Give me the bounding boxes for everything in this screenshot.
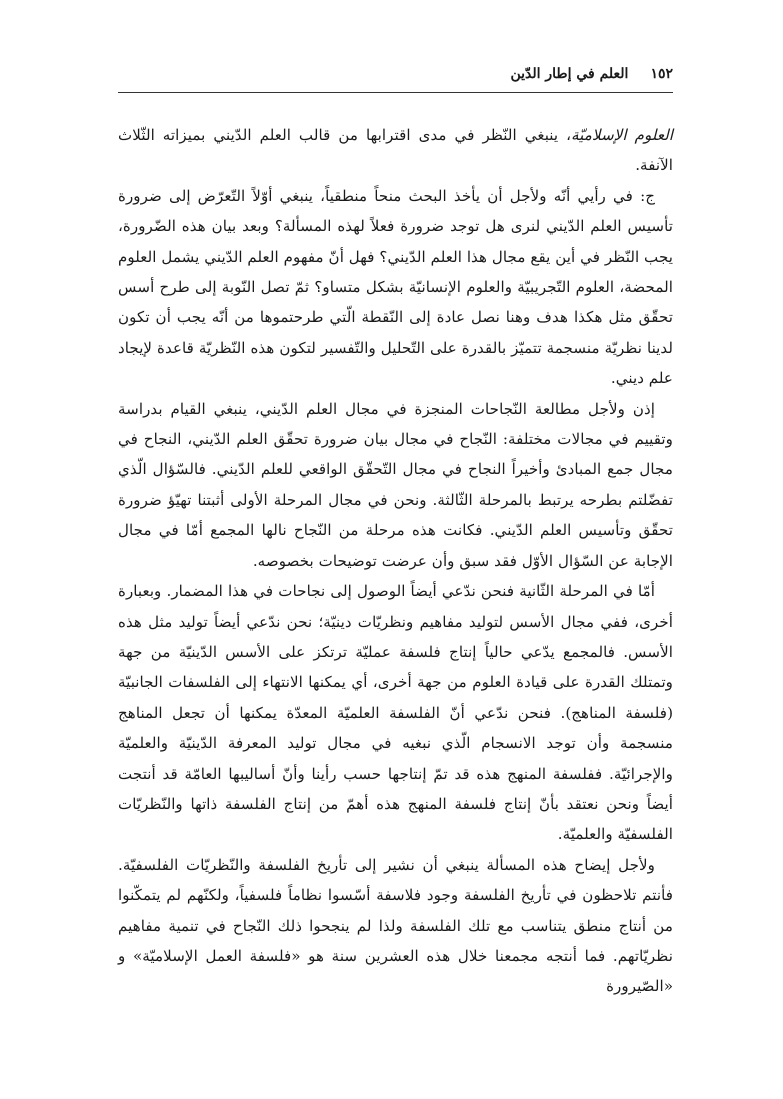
paragraph-1 xyxy=(118,120,673,181)
page-number: ١٥٢ xyxy=(650,66,673,82)
paragraph-3: إذن ولأجل مطالعة النّجاحات المنجزة في مجال العلم الدّيني، ينبغي القيام بدراسة وتقييم في مجالات مختلفة: النّجاح في مجال بيان ضرورة تحقّق العلم الدّيني، النجاح في مجال جمع المبادئ وأخيراً النجاح في مجال التّحقّق الواقعي للعلم الدّيني. فالسّؤال الّذي تفضّلتم بطرحه يرتبط بالمرحلة الثّالثة. ونحن في مجال المرحلة الأولى أثبتنا تهيّؤ ضرورة تحقّق وتأسيس العلم الدّيني. فكانت هذه مرحلة من النّجاح نالها المجمع أمّا في مجال الإجابة عن السّؤال الأوّل فقد سبق وأن عرضت توضيحات بخصوصه. xyxy=(118,399,673,570)
running-header xyxy=(118,66,673,88)
running-title: العلم في إطار الدّين xyxy=(510,66,629,82)
paragraph-1-text: ، ينبغي النّظر في مدى اقترابها من قالب العلم الدّيني بميزاته الثّلاث الآنفة. xyxy=(118,126,673,175)
header-rule xyxy=(118,92,673,93)
paragraph-5: ولأجل إيضاح هذه المسألة ينبغي أن نشير إلى تأريخ الفلسفة والنّظريّات الفلسفيّة. فأنتم تلاحظون في تأريخ الفلسفة وجود فلاسفة أسّسوا نظاماً فلسفياً، ولكنّهم لم يتمكّنوا من أنتاج منطق يتناسب مع تلك الفلسفة ولذا لم ينجحوا ذلك النّجاح في تنمية مفاهيم نظريّاتهم. فما أنتجه مجمعنا خلال هذه العشرين سنة هو «فلسفة العمل الإسلاميّة» و «الصّيرورة xyxy=(118,855,673,996)
italic-term: العلوم الإسلاميّة xyxy=(571,126,673,144)
paragraph-4: أمّا في المرحلة الثّانية فنحن ندّعي أيضاً الوصول إلى نجاحات في هذا المضمار. وبعبارة أخرى، ففي مجال الأسس لتوليد مفاهيم ونظريّات دينيّة؛ نحن ندّعي أيضاً توليد مثل هذه الأسس. فالمجمع يدّعي حالياً إنتاج فلسفة عمليّة ترتكز على الأسس الدّينيّة من جهة وتمتلك القدرة على قيادة العلوم من جهة أخرى، أي يمكنها الانتهاء إلى الفلسفات الجانبيّة (فلسفة المناهج). فنحن ندّعي أنّ الفلسفة العلميّة المعدّة يمكنها أن تجعل المناهج منسجمة وأن توجد الانسجام الّذي نبغيه في مجال توليد المعرفة الدّينيّة والعلميّة والإجرائيّة. ففلسفة المنهج هذه قد تمّ إنتاجها حسب رأينا وأنّ أساليبها العامّة قد أنتجت أيضاً ونحن نعتقد بأنّ إنتاج فلسفة المنهج هذه أهمّ من إنتاج الفلسفة ذاتها والنّظريّات الفلسفيّة والعلميّة. xyxy=(118,582,673,844)
paragraph-2: ج: في رأيي أنّه ولأجل أن يأخذ البحث منحاً منطقياً، ينبغي أوّلاً التّعرّض إلى ضرورة تأسيس العلم الدّيني لنرى هل توجد ضرورة فعلاً لهذه المسألة؟ وبعد بيان هذه الضّرورة، يجب النّظر في أين يقع مجال هذا العلم الدّيني؟ فهل أنّ مفهوم العلم الدّيني يشمل العلوم المحضة، العلوم التّجريبيّة والعلوم الإنسانيّة بشكل متساو؟ ثمّ تصل النّوبة إلى طرح أسس تحقّق مثل هكذا هدف وهنا نصل عادة إلى النّقطة الّتي طرحتموها من أنّه يجب أن تكون لدينا نظريّة منسجمة تتميّز بالقدرة على التّحليل والتّفسير لتكون هذه النّظريّة قاعدة لإيجاد علم ديني. xyxy=(118,186,673,388)
body-text xyxy=(118,120,673,1002)
